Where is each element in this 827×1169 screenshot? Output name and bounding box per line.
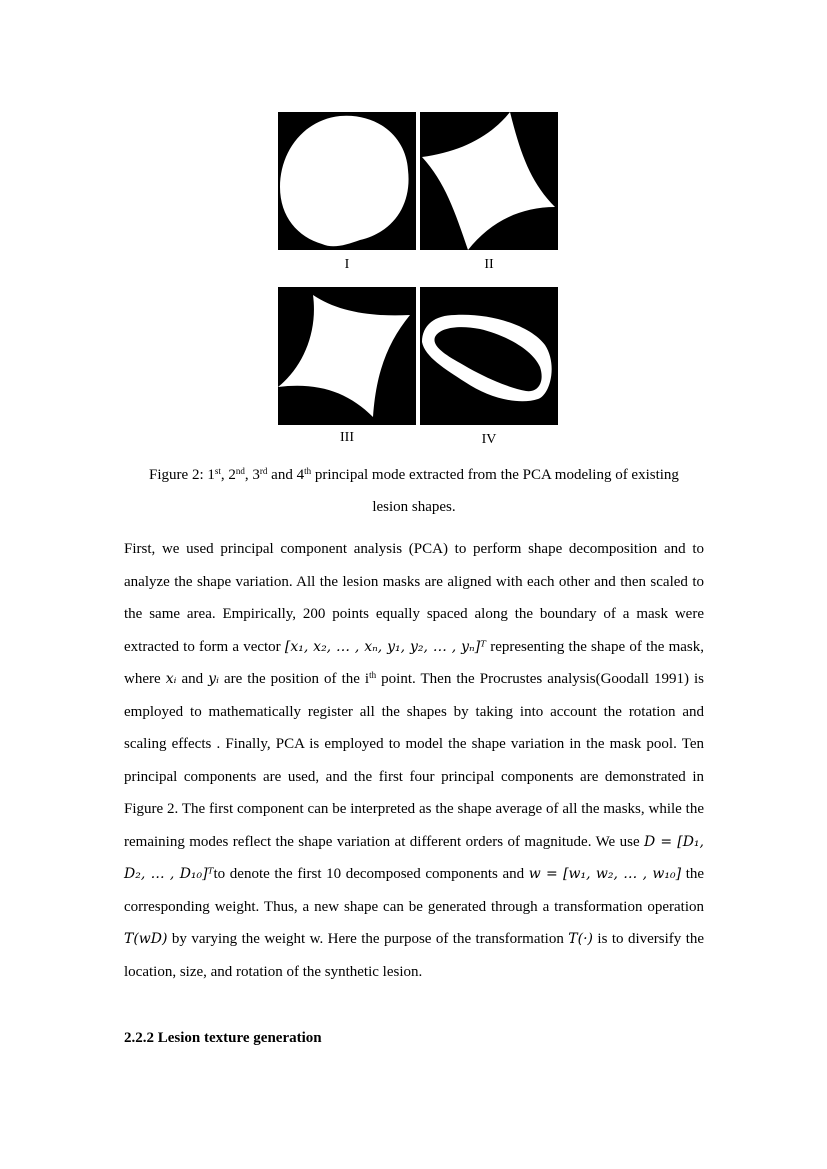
panel-label-3: III xyxy=(340,430,354,445)
body-paragraph: First, we used principal component analysis (PCA) to perform shape decomposition and to analyze the shape variation. All the lesion masks are aligned with each other and then scaled to the same area. Empirically, 200 points equally spaced along the boundary of a mask were extracted to form a vector [x₁, x₂, … , xₙ, y₁, y₂, … , yₙ]ᵀ representing the shape of the mask, where xᵢ and yᵢ are the position of the $i^{th}$ point. Then the Procrustes analysis(Goodall 1991) is employed to mathematically register all the shapes by taking into account the rotation and scaling effects . Finally, PCA is employed to model the shape variation in the mask pool. Ten principal components are used, and the first four principal components are demonstrated in Figure 2. The first component can be interpreted as the shape average of all the masks, while the remaining modes reflect the shape variation at different orders of magnitude. We use D = [D₁, D₂, … , D₁₀]ᵀto denote the first 10 decomposed components and w = [w₁, w₂, … , w₁₀] the corresponding weight. Thus, a new shape can be generated through a transformation operation T(wD) by varying the weight w. Here the purpose of the transformation T(·) is to diversify the location, size, and rotation of the synthetic lesion. xyxy=(124,541,705,980)
y-i-symbol: yᵢ xyxy=(208,671,219,687)
vector-formula: [x₁, x₂, … , xₙ, y₁, y₂, … , yₙ]ᵀ xyxy=(284,638,487,655)
panel-label-2: II xyxy=(484,257,494,272)
panel-label-1: I xyxy=(344,257,350,272)
section-heading: 2.2.2 Lesion texture generation xyxy=(124,1030,322,1046)
transform-formula: T(wD) xyxy=(124,931,168,947)
mode-2-shape xyxy=(420,112,558,250)
D-formula: D = [D₁, D₂, … , D₁₀]ᵀ xyxy=(124,833,704,882)
mode-1-shape xyxy=(278,112,416,250)
figure-panel-1 xyxy=(278,112,416,250)
figure-panel-2 xyxy=(420,112,558,250)
transform-operator: T(·) xyxy=(568,931,593,947)
figure-caption: Figure 2: 1st, 2nd, 3rd and 4th principal mode extracted from the PCA modeling of existing lesion shapes. xyxy=(149,466,679,515)
figure-panel-3 xyxy=(278,287,416,425)
mode-4-shape xyxy=(420,287,558,425)
x-i-symbol: xᵢ xyxy=(165,671,177,687)
panel-label-4: IV xyxy=(481,432,497,447)
figure-panel-4 xyxy=(420,287,558,425)
mode-3-shape xyxy=(278,287,416,425)
w-formula: w = [w₁, w₂, … , w₁₀] xyxy=(528,866,682,882)
